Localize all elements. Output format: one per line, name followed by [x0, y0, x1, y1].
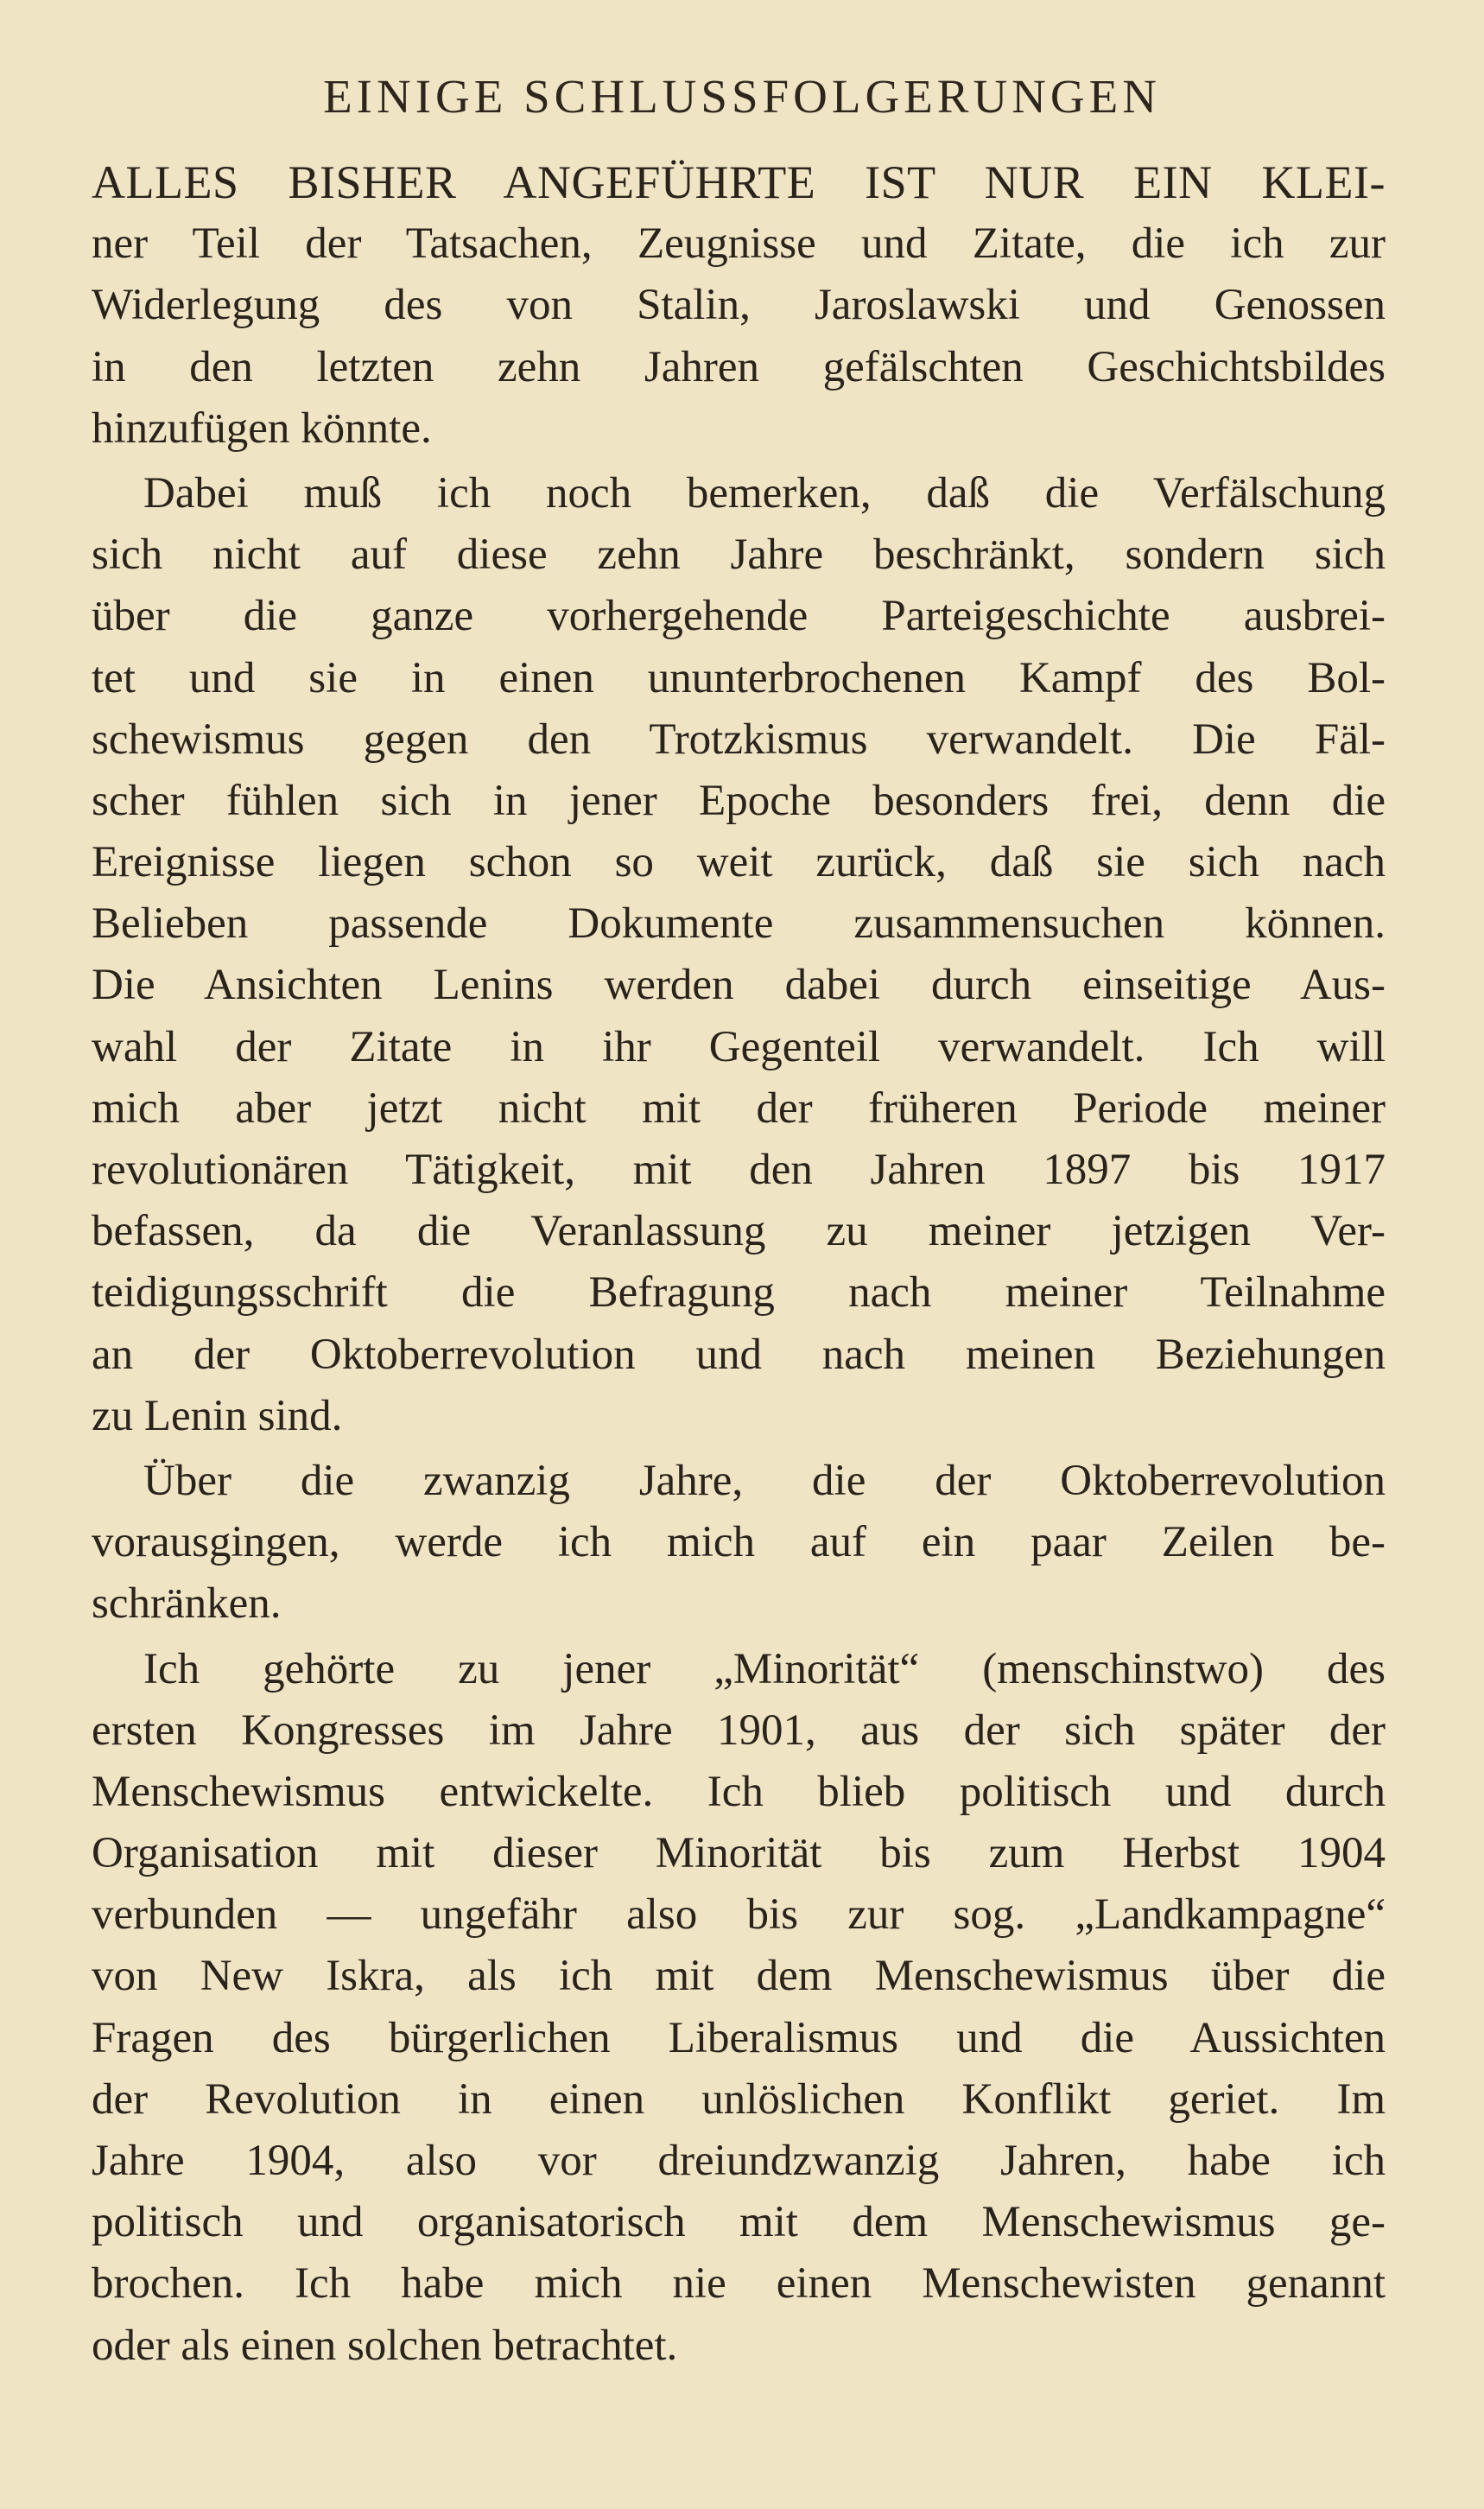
text-line: Die Ansichten Lenins werden dabei durch einseitige Aus- [92, 961, 1386, 1010]
text-line: brochen. Ich habe mich nie einen Menschewisten genannt [92, 2259, 1386, 2309]
running-head: EINIGE SCHLUSSFOLGERUNGEN [323, 70, 1161, 123]
text-line: Jahre 1904, also vor dreiundzwanzig Jahren, habe ich [92, 2137, 1386, 2185]
text-line: ersten Kongresses im Jahre 1901, aus der sich später der [92, 1705, 1386, 1755]
paragraph-1 [92, 152, 1386, 460]
text-line: der Revolution in einen unlöslichen Konflikt geriet. Im [92, 2074, 1386, 2124]
text-line: schewismus gegen den Trotzkismus verwandelt. Die Fäl- [92, 715, 1386, 764]
paragraph-3 [92, 1451, 1386, 1636]
text-line: an der Oktoberrevolution und nach meinen Beziehungen [92, 1330, 1386, 1379]
text-line: zu Lenin sind. [92, 1391, 343, 1440]
text-line: teidigungsschrift die Befragung nach meiner Teilnahme [92, 1268, 1386, 1318]
paragraph-4 [92, 1639, 1386, 2377]
text-line: ner Teil der Tatsachen, Zeugnisse und Zitate, die ich zur [92, 219, 1386, 269]
text-line: revolutionären Tätigkeit, mit den Jahren 1897 bis 1917 [92, 1146, 1386, 1194]
text-line: tet und sie in einen ununterbrochenen Kampf des Bol- [92, 653, 1386, 702]
text-line: Menschewismus entwickelte. Ich blieb politisch und durch [92, 1767, 1386, 1816]
text-line: mich aber jetzt nicht mit der früheren Periode meiner [92, 1083, 1386, 1133]
text-line: Belieben passende Dokumente zusammensuchen können. [92, 899, 1386, 949]
text-line: Über die zwanzig Jahre, die der Oktoberrevolution [143, 1456, 1386, 1505]
text-line: in den letzten zehn Jahren gefälschten Geschichtsbildes [92, 342, 1386, 391]
text-line: oder als einen solchen betrachtet. [92, 2321, 678, 2370]
text-line: befassen, da die Veranlassung zu meiner jetzigen Ver- [92, 1207, 1386, 1256]
text-line: Ereignisse liegen schon so weit zurück, daß sie sich nach [92, 838, 1386, 887]
text-line: scher fühlen sich in jener Epoche besonders frei, denn die [92, 776, 1386, 825]
body-text [92, 152, 1386, 2377]
text-line: hinzufügen könnte. [92, 403, 432, 453]
text-line: Fragen des bürgerlichen Liberalismus und die Aussichten [92, 2013, 1386, 2062]
text-line: Dabei muß ich noch bemerken, daß die Verfälschung [143, 468, 1386, 518]
text-line: schränken. [92, 1579, 282, 1629]
text-line: von New Iskra, als ich mit dem Menschewismus über die [92, 1952, 1386, 2001]
text-line: Organisation mit dieser Minorität bis zum Herbst 1904 [92, 1829, 1386, 1878]
text-line: politisch und organisatorisch mit dem Menschewismus ge- [92, 2198, 1386, 2247]
text-line: Ich gehörte zu jener „Minorität“ (menschinstwo) des [143, 1644, 1386, 1693]
text-line: über die ganze vorhergehende Parteigeschichte ausbrei- [92, 592, 1386, 641]
text-line: ALLES BISHER ANGEFÜHRTE IST NUR EIN KLEI- [92, 156, 1386, 208]
paragraph-2 [92, 463, 1386, 1447]
text-line: wahl der Zitate in ihr Gegenteil verwandelt. Ich will [92, 1022, 1386, 1071]
text-line: vorausgingen, werde ich mich auf ein paar Zeilen be- [92, 1518, 1386, 1567]
text-line: sich nicht auf diese zehn Jahre beschränkt, sondern sich [92, 530, 1386, 580]
text-line: verbunden — ungefähr also bis zur sog. „Landkampagne“ [92, 1890, 1386, 1940]
text-line: Widerlegung des von Stalin, Jaroslawski und Genossen [92, 281, 1386, 330]
